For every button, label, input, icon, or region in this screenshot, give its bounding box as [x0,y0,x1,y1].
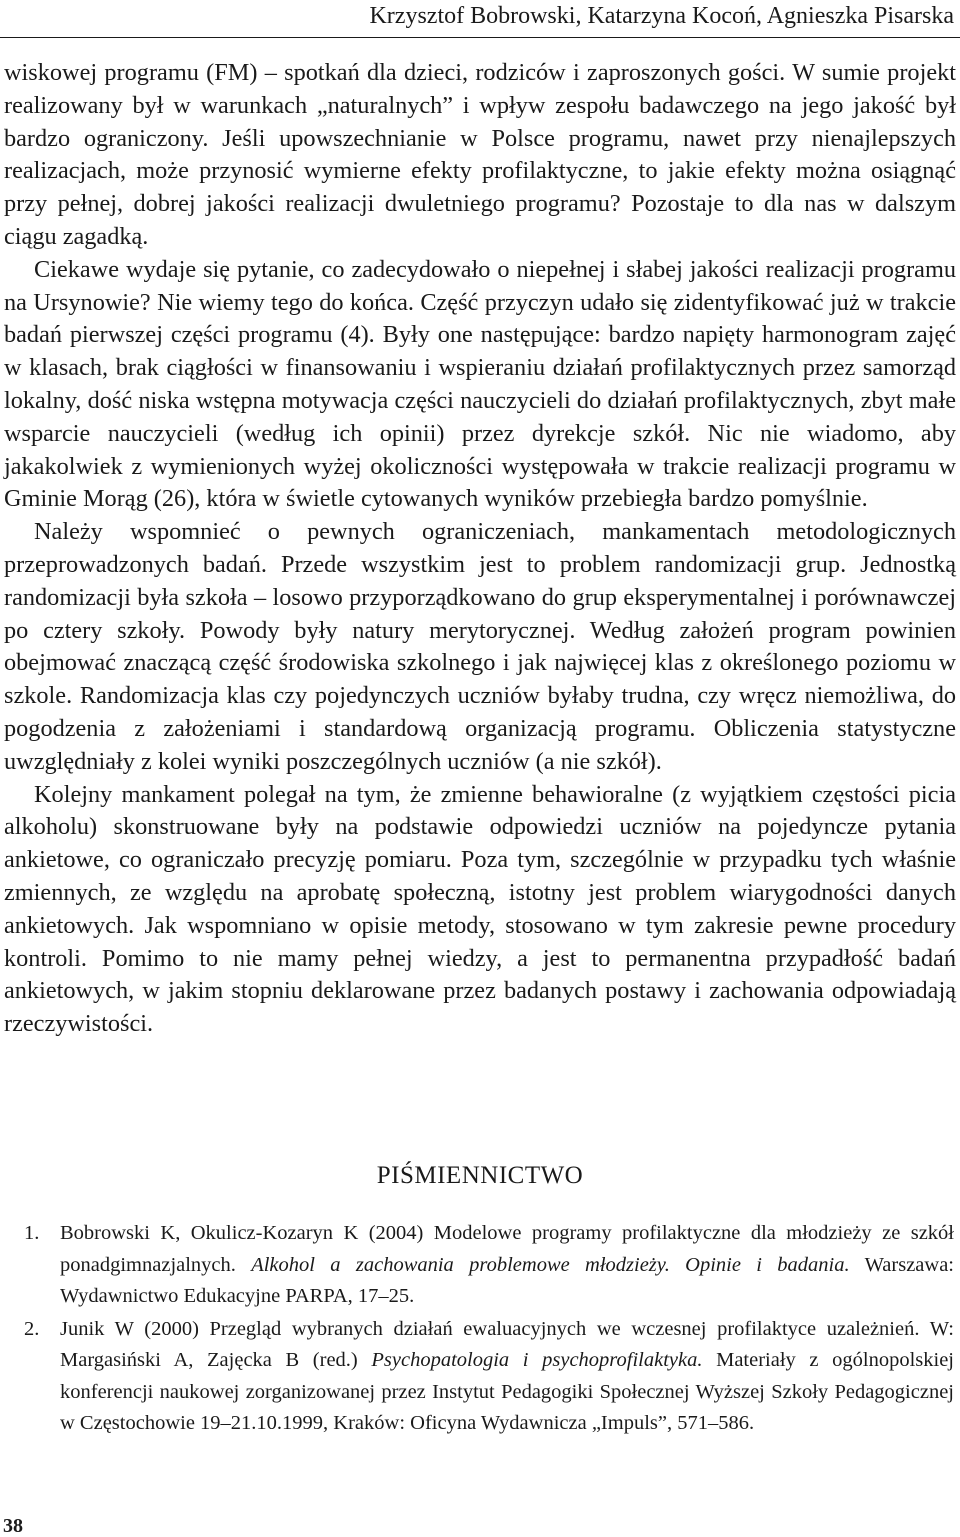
body-text [4,57,956,1041]
running-head: Krzysztof Bobrowski, Katarzyna Kocoń, Agnieszka Pisarska [369,3,954,29]
reference-list [0,1218,954,1441]
reference-text-after: Warszawa: Wydawnictwo Edukacyjne PARPA, 17–25. [60,1253,954,1307]
reference-text-after: Materiały z ogólnopolskiej konferencji naukowej zorganizowanej przez Instytut Pedagogiki Społecznej Wyższej Szkoły Pedagogicznej w Częstochowie 19–21.10.1999, Kraków: Oficyna Wydawnicza „Impuls”, 571–586. [60,1349,954,1434]
reference-title-italic: Psychopatologia i psychoprofilaktyka. [371,1349,703,1371]
reference-item [0,1314,954,1440]
paragraph: wiskowej programu (FM) – spotkań dla dzieci, rodziców i zaproszonych gości. W sumie projekt realizowany był w warunkach „naturalnych” i wpływ zespołu badawczego na jego jakość był bardzo ograniczony. Jeśli upowszechnianie w Polsce programu, nawet przy nienajlepszych realizacjach, może przynosić wymierne efekty profilaktyczne, to jakie efekty można osiągnąć przy pełnej, dobrej jakości realizacji dwuletniego programu? Pozostaje to dla nas w dalszym ciągu zagadką. [4,59,956,250]
reference-number: 2. [24,1317,40,1340]
references-heading: PIŚMIENNICTWO [376,1162,584,1189]
reference-text [60,1218,954,1313]
paragraph: Kolejny mankament polegał na tym, że zmienne behawioralne (z wyjątkiem częstości picia alkoholu) skonstruowane były na podstawie odpowiedzi uczniów na pojedyncze pytania ankietowe, co ograniczało precyzję pomiaru. Poza tym, szczególnie w przypadku tych właśnie zmiennych, ze względu na aprobatę społeczną, istotny jest problem wiarygodności danych ankietowych. Jak wspomniano w opisie metody, stosowano w tym zakresie pewne procedury kontroli. Pomimo to nie mamy pełnej wiedzy, a jest to permanentna przypadłość badań ankietowych, w jakim stopniu deklarowane przez badanych postawy i zachowania odpowiadają rzeczywistości. [4,780,956,1038]
reference-text [60,1314,954,1440]
reference-text-before: Junik W (2000) Przegląd wybranych działań ewaluacyjnych we wczesnej profilaktyce uzależnień. W: Margasiński A, Zajęcka B (red.) [60,1317,954,1371]
paragraph: Należy wspomnieć o pewnych ograniczeniach, mankamentach metodologicznych przeprowadzonych badań. Przede wszystkim jest to problem randomizacji grup. Jednostką randomizacji była szkoła – losowo przyporządkowano do grup eksperymentalnej i porównawczej po cztery szkoły. Powody były natury merytorycznej. Według założeń program powinien obejmować znaczącą część środowiska szkolnego i jak najwięcej klas z określonego poziomu w szkole. Randomizacja klas czy pojedynczych uczniów byłaby trudna, czy wręcz niemożliwa, do pogodzenia z założeniami i standardową organizacją programu. Obliczenia statystyczne uwzględniały z kolei wyniki poszczególnych uczniów (a nie szkół). [4,518,956,775]
reference-title-italic: Alkohol a zachowania problemowe młodzieży. Opinie i badania. [251,1253,850,1276]
page-number: 38 [3,1515,23,1537]
paragraph: Ciekawe wydaje się pytanie, co zadecydowało o niepełnej i słabej jakości realizacji programu na Ursynowie? Nie wiemy tego do końca. Część przyczyn udało się zidentyfikować już w trakcie badań pierwszej części programu (4). Były one następujące: bardzo napięty harmonogram zajęć w klasach, brak ciągłości w finansowaniu i wspieraniu działań profilaktycznych przez samorząd lokalny, dość niska wstępna motywacja części nauczycieli do działań profilaktycznych, zbyt małe wsparcie nauczycieli (według ich opinii) przez dyrekcje szkół. Nic nie wiadomo, aby jakakolwiek z wymienionych wyżej okoliczności występowała w trakcie realizacji programu w Gminie Morąg (26), która w świetle cytowanych wyników przebiegła bardzo pomyślnie. [4,255,956,513]
header-rule [0,37,960,38]
reference-text-before: Bobrowski K, Okulicz-Kozaryn K (2004) Modelowe programy profilaktyczne dla młodzieży ze szkół ponadgimnazjalnych. [60,1222,954,1276]
reference-item [0,1218,954,1313]
reference-number: 1. [24,1222,40,1244]
